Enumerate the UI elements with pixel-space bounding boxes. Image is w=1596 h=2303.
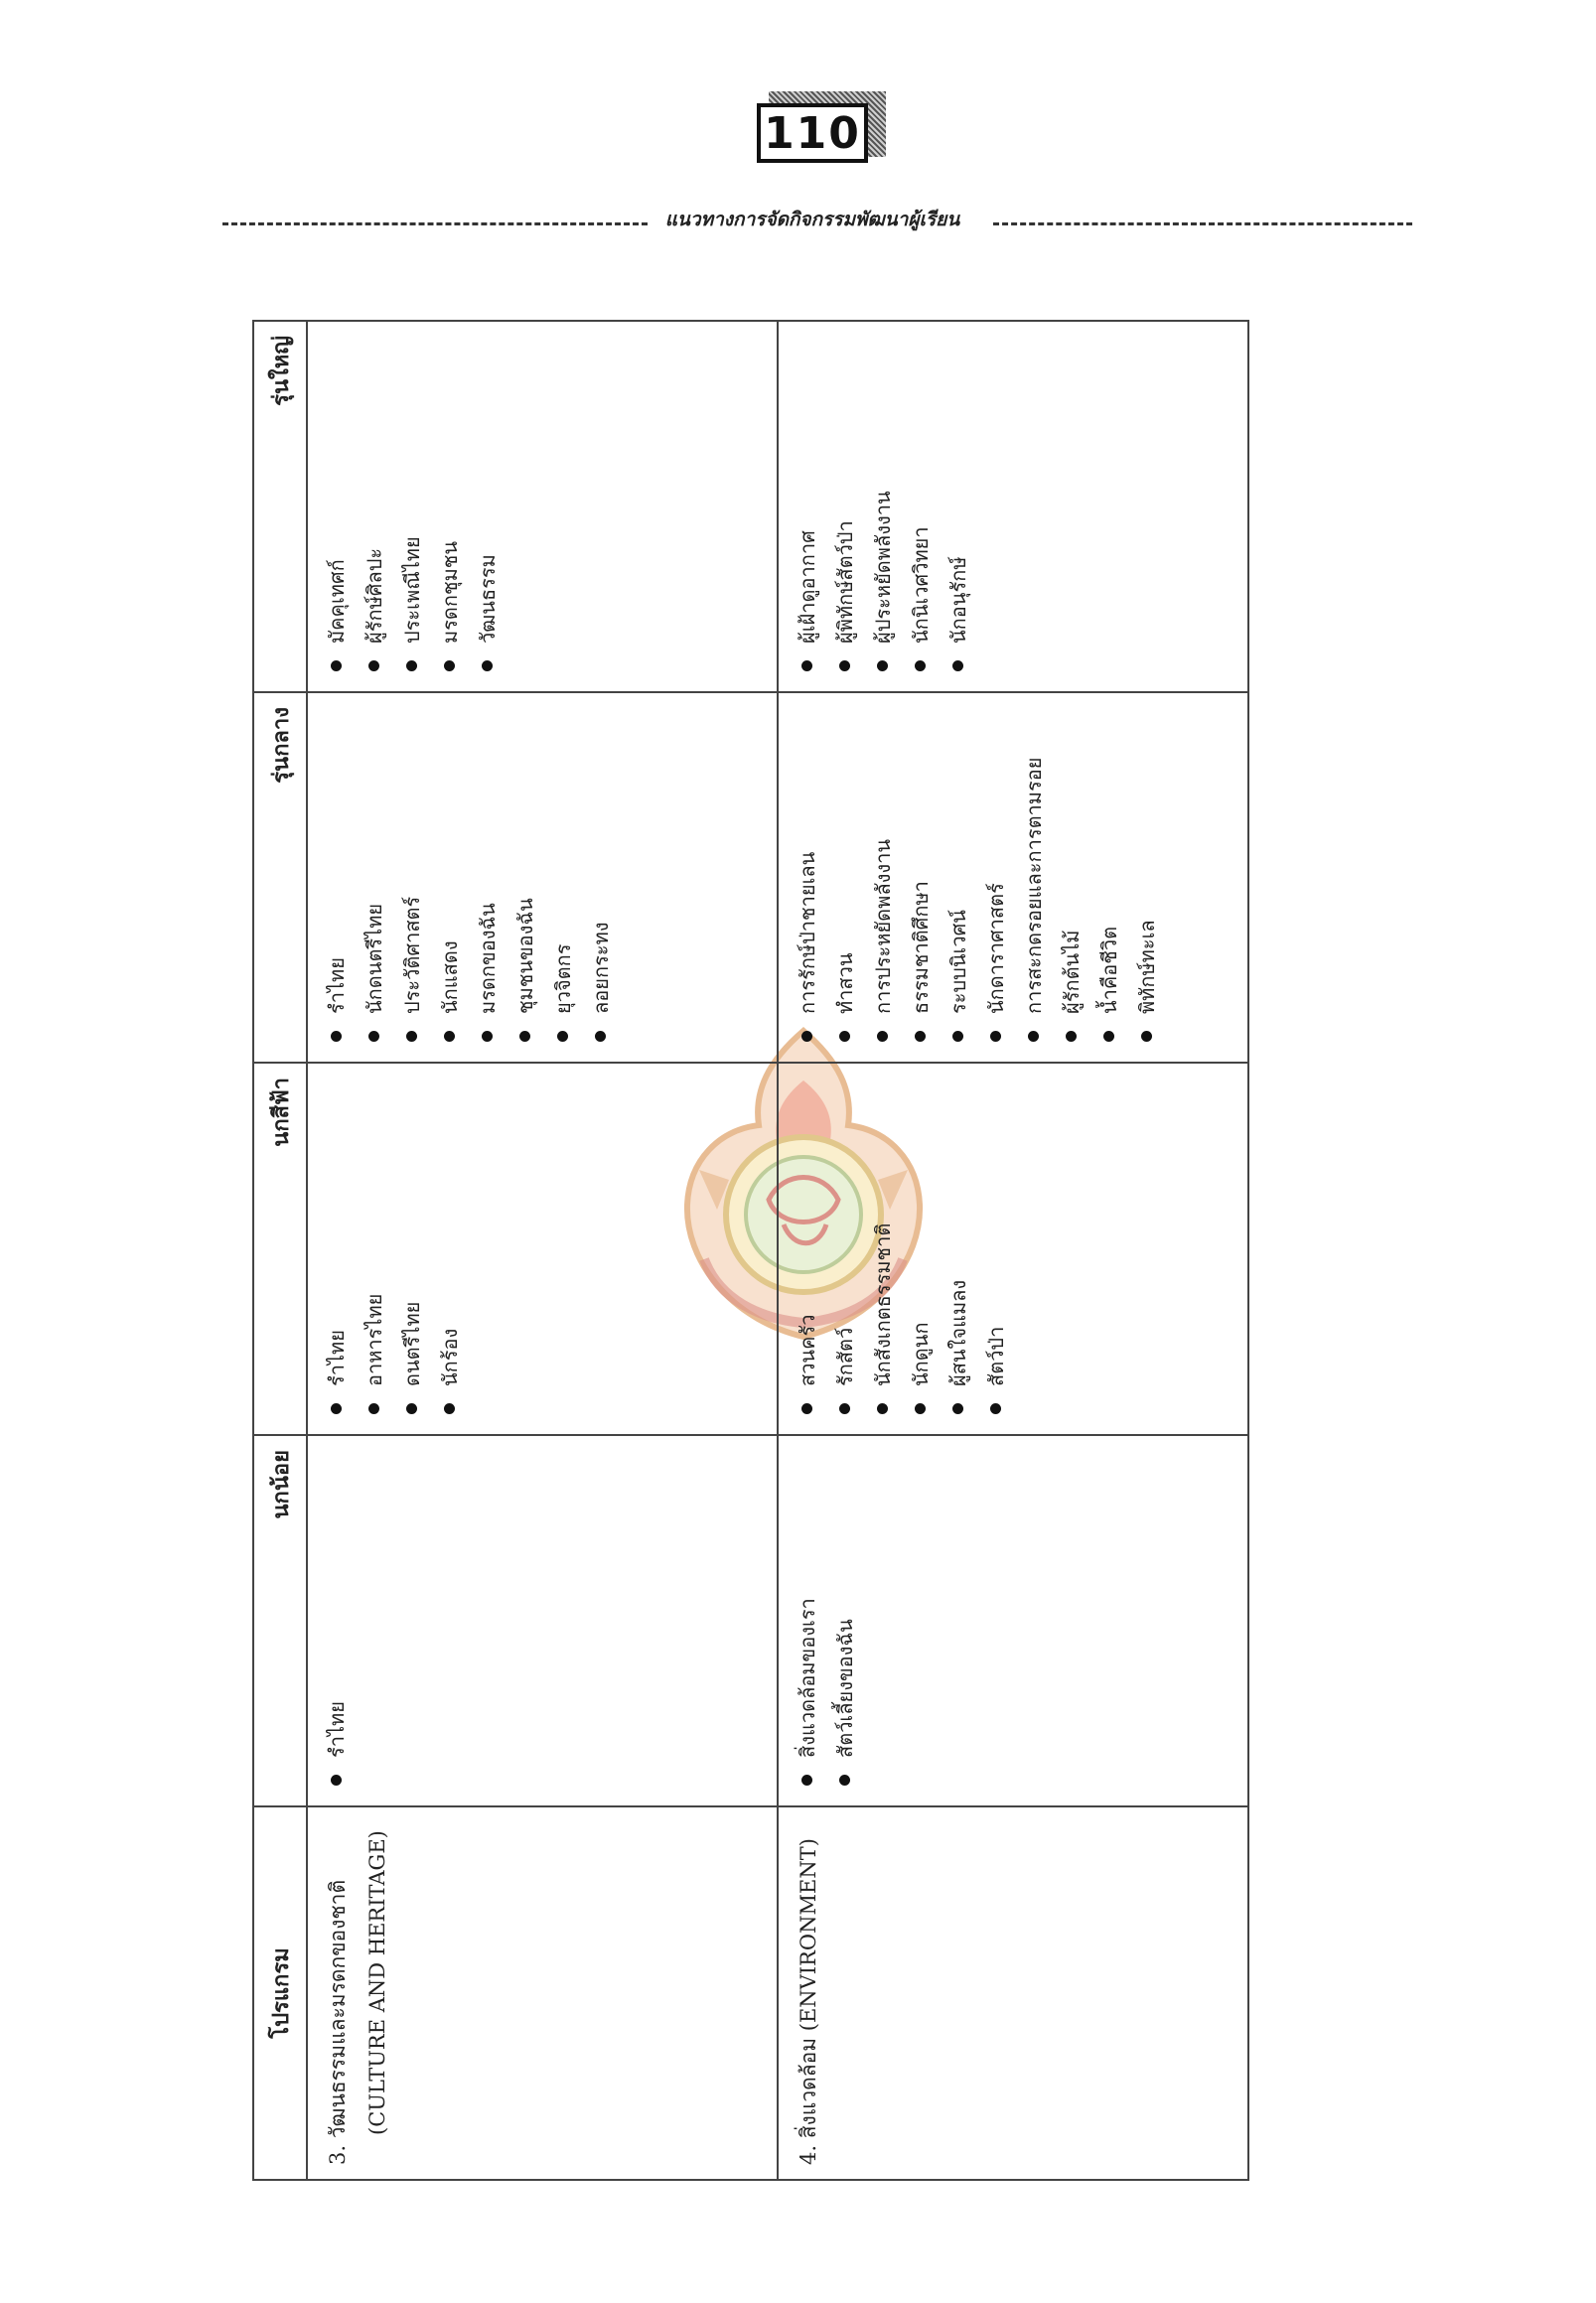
header-rule-left <box>222 222 648 225</box>
list-item: รักสัตว์ <box>826 1078 864 1420</box>
list-item: นักนิเวศวิทยา <box>902 336 940 677</box>
list-item: นักแสดง <box>431 707 469 1048</box>
list-item: ยุวจิตกร <box>544 707 582 1048</box>
list-item: ผู้รักต้นไม้ <box>1053 707 1090 1048</box>
program-name-en: (CULTURE AND HERITAGE) <box>365 1830 389 2135</box>
table-row <box>778 321 1248 2180</box>
list-item: นักสังเกตธรรมชาติ <box>864 1078 902 1420</box>
list-item: พิทักษ์ทะเล <box>1128 707 1166 1048</box>
list-item: รำไทย <box>318 1078 356 1420</box>
list-item: รำไทย <box>318 1450 356 1792</box>
header-run-yai: รุ่นใหญ่ <box>253 321 307 692</box>
header-title: แนวทางการจัดกิจกรรมพัฒนาผู้เรียน <box>664 209 960 230</box>
list-item: ประเพณีไทย <box>393 336 431 677</box>
program-table <box>252 320 1249 2181</box>
list-item: ระบบนิเวศน์ <box>940 707 977 1048</box>
page-number: 110 <box>757 103 868 163</box>
list-item: นักร้อง <box>431 1078 469 1420</box>
list-item: นักอนุรักษ์ <box>940 336 977 677</box>
table-row <box>307 321 778 2180</box>
list-item: การสะกดรอยและการตามรอย <box>1015 707 1053 1048</box>
list-item: มรดกของฉัน <box>469 707 507 1048</box>
run-klang-cell <box>778 692 1248 1063</box>
list-item: สัตว์เลี้ยงของฉัน <box>826 1450 864 1792</box>
list-item: สวนครัว <box>789 1078 826 1420</box>
header-nok-noi: นกน้อย <box>253 1435 307 1806</box>
list-item: มรดกชุมชน <box>431 336 469 677</box>
list-item: ธรรมชาติศึกษา <box>902 707 940 1048</box>
table-header-row <box>253 321 307 2180</box>
nok-see-fah-cell <box>778 1063 1248 1435</box>
program-name: 3. วัฒนธรรมและมรดกของชาติ <box>326 1879 350 2165</box>
list-item: การรักษ์ป่าชายเลน <box>789 707 826 1048</box>
list-item: สิ่งแวดล้อมของเรา <box>789 1450 826 1792</box>
list-item: การประหยัดพลังงาน <box>864 707 902 1048</box>
list-item: ผู้พิทักษ์สัตว์ป่า <box>826 336 864 677</box>
list-item: ผู้ประหยัดพลังงาน <box>864 336 902 677</box>
list-item: ผู้เฝ้าดูอากาศ <box>789 336 826 677</box>
list-item: น้ำคือชีวิต <box>1090 707 1128 1048</box>
header-nok-see-fah: นกสีฟ้า <box>253 1063 307 1435</box>
run-klang-cell <box>307 692 778 1063</box>
list-item: ประวัติศาสตร์ <box>393 707 431 1048</box>
run-yai-cell <box>778 321 1248 692</box>
list-item: ผู้สนใจแมลง <box>940 1078 977 1420</box>
program-name: 4. สิ่งแวดล้อม (ENVIRONMENT) <box>797 1838 820 2165</box>
list-item: อาหารไทย <box>356 1078 393 1420</box>
list-item: ผู้รักษ์ศิลปะ <box>356 336 393 677</box>
nok-noi-cell <box>778 1435 1248 1806</box>
list-item: นักดูนก <box>902 1078 940 1420</box>
list-item: ทำสวน <box>826 707 864 1048</box>
nok-noi-cell <box>307 1435 778 1806</box>
header-rule-right <box>993 222 1412 225</box>
page-number-box <box>757 91 886 169</box>
header-run-klang: รุ่นกลาง <box>253 692 307 1063</box>
program-cell <box>307 1806 778 2180</box>
list-item: นักดนตรีไทย <box>356 707 393 1048</box>
nok-see-fah-cell <box>307 1063 778 1435</box>
list-item: นักดาราศาสตร์ <box>977 707 1015 1048</box>
list-item: ดนตรีไทย <box>393 1078 431 1420</box>
list-item: รำไทย <box>318 707 356 1048</box>
list-item: ชุมชนของฉัน <box>507 707 544 1048</box>
program-table-container <box>252 322 1245 2181</box>
header-program: โปรแกรม <box>253 1806 307 2180</box>
run-yai-cell <box>307 321 778 692</box>
list-item: วัฒนธรรม <box>469 336 507 677</box>
program-cell <box>778 1806 1248 2180</box>
list-item: มัคคุเทศก์ <box>318 336 356 677</box>
list-item: ลอยกระทง <box>582 707 620 1048</box>
list-item: สัตว์ป่า <box>977 1078 1015 1420</box>
